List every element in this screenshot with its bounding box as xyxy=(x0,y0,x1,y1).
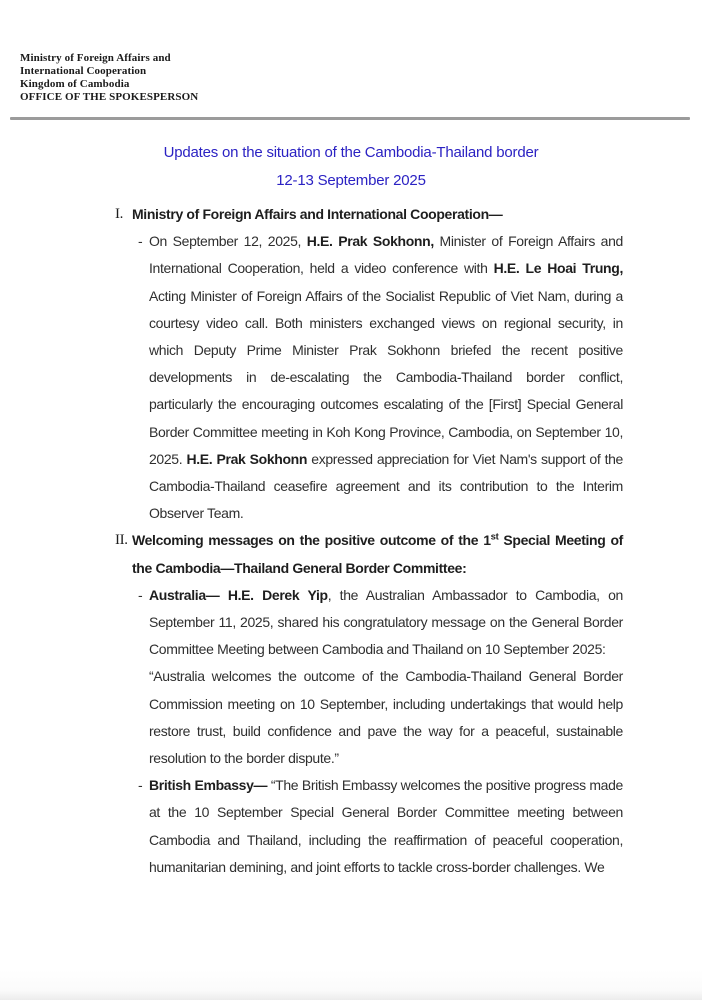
document-body xyxy=(115,201,623,881)
section-1-heading: Ministry of Foreign Affairs and International Cooperation— xyxy=(132,206,503,222)
section-1-numeral: I. xyxy=(115,206,124,222)
bullet-paragraph: On September 12, 2025, H.E. Prak Sokhonn, Minister of Foreign Affairs and International Cooperation, held a video conference with H.E. Le Hoai Trung, Acting Minister of Foreign Affairs of the Socialist Republic of Viet Nam, during a courtesy video call. Both ministers exchanged views on regional security, in which Deputy Prime Minister Prak Sokhonn briefed the recent positive developments in de-escalating the Cambodia-Thailand border conflict, particularly the encouraging outcomes escalating of the [First] Special General Border Committee meeting in Koh Kong Province, Cambodia, on September 10, 2025. H.E. Prak Sokhonn expressed appreciation for Viet Nam's support of the Cambodia-Thailand ceasefire agreement and its contribution to the Interim Observer Team. xyxy=(149,233,623,522)
letterhead-line: Ministry of Foreign Affairs and xyxy=(20,52,171,64)
document-title-line2: 12-13 September 2025 xyxy=(276,171,426,189)
section-2-numeral: II. xyxy=(115,532,128,549)
list-item xyxy=(138,582,623,772)
section-2-heading: Welcoming messages on the positive outcome of the 1st Special Meeting of the Cambodia—Thailand General Border Committee: xyxy=(132,531,623,576)
letterhead-line: Kingdom of Cambodia xyxy=(20,78,130,90)
list-item xyxy=(138,228,623,527)
bullet-dash: - xyxy=(138,233,143,250)
section-2-heading-row xyxy=(115,527,623,581)
bullet-paragraph: Australia— H.E. Derek Yip, the Australian Ambassador to Cambodia, on September 11, 2025, shared his congratulatory message on the General Border Committee Meeting between Cambodia and Thailand on 10 September 2025: “Australia welcomes the outcome of the Cambodia-Thailand General Border Commission meeting on 10 September, including undertakings that would help restore trust, build confidence and pave the way for a peaceful, sustainable resolution to the border dispute.” xyxy=(149,586,623,767)
section-2 xyxy=(115,527,623,881)
letterhead xyxy=(20,52,198,104)
document-title xyxy=(0,139,702,194)
section-1-heading-row xyxy=(115,201,623,228)
document-title-line1: Updates on the situation of the Cambodia-Thailand border xyxy=(163,144,539,161)
section-1-bullets xyxy=(138,228,623,527)
list-item xyxy=(138,772,623,881)
section-2-bullets xyxy=(138,582,623,881)
bullet-dash: - xyxy=(138,777,143,794)
letterhead-line: International Cooperation xyxy=(20,65,147,77)
letterhead-divider xyxy=(10,117,690,120)
section-1 xyxy=(115,201,623,527)
letterhead-line: OFFICE OF THE SPOKESPERSON xyxy=(20,91,199,103)
bullet-paragraph: British Embassy— “The British Embassy welcomes the positive progress made at the 10 September Special General Border Committee meeting between Cambodia and Thailand, including the reaffirmation of peaceful cooperation, humanitarian demining, and joint efforts to tackle cross-border challenges. We xyxy=(149,777,623,875)
bullet-dash: - xyxy=(138,586,143,603)
